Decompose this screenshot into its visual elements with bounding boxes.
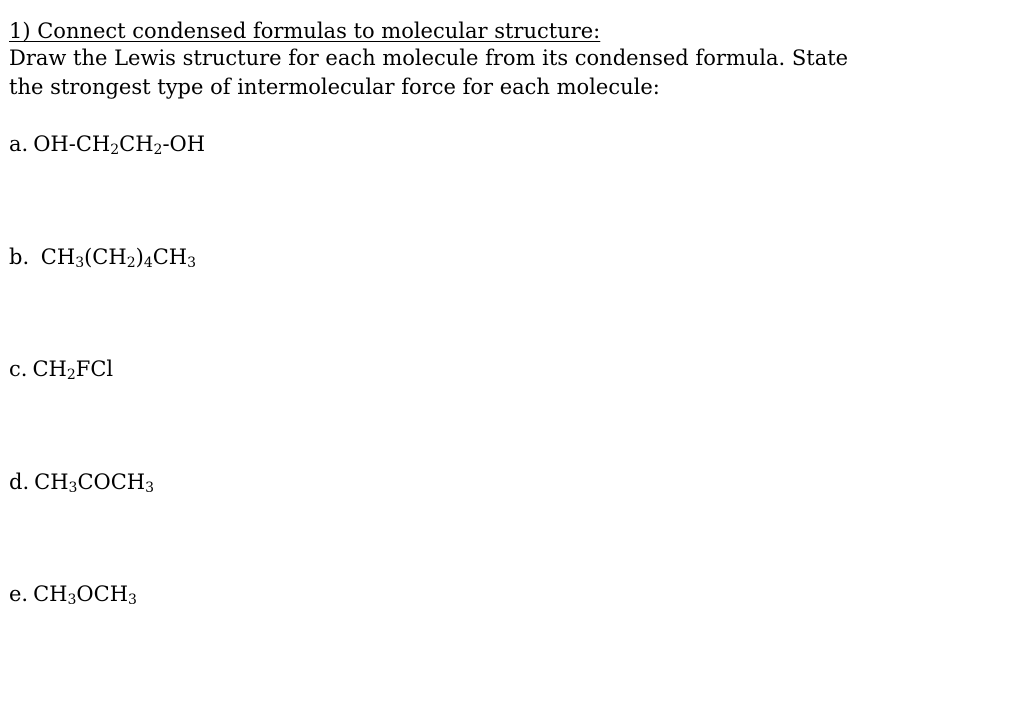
formula-text: ) [135,245,144,269]
formula-subscript: 3 [145,480,155,496]
formula-subscript: 2 [66,367,76,383]
item-a [9,130,205,158]
condensed-formula [34,470,154,494]
formula-subscript: 3 [187,255,197,271]
item-b [9,243,196,271]
item-label: b. [9,245,36,269]
formula-subscript: 3 [67,592,77,608]
condensed-formula [41,245,196,269]
condensed-formula [33,132,205,156]
item-label: a. [9,132,29,156]
formula-subscript: 2 [110,142,120,158]
formula-text: -OH [162,132,206,156]
formula-subscript: 2 [126,255,136,271]
item-label: e. [9,582,29,606]
formula-text: CH [40,245,76,269]
formula-text: (CH [84,245,127,269]
formula-subscript: 4 [143,255,153,271]
item-c [9,355,113,383]
item-label: c. [9,357,28,381]
item-e [9,580,137,608]
question-heading [9,17,600,45]
formula-subscript: 3 [75,255,85,271]
question-heading-text: 1) Connect condensed formulas to molecular structure: [9,19,601,43]
formula-text: FCl [75,357,114,381]
question-instructions: Draw the Lewis structure for each molecule from its condensed formula. State the strongest type of intermolecular force for each molecule: [9,46,849,99]
item-label: d. [9,470,30,494]
formula-text: OCH [76,582,129,606]
formula-subscript: 3 [128,592,137,608]
formula-text: OH-CH [33,132,111,156]
condensed-formula [33,582,137,606]
condensed-formula [32,357,113,381]
formula-text: CH [34,470,69,494]
formula-text: CH [152,245,188,269]
formula-text: CH [33,582,68,606]
formula-subscript: 3 [68,480,78,496]
formula-text: CH [119,132,154,156]
formula-text: COCH [77,470,146,494]
formula-subscript: 2 [153,142,163,158]
item-d [9,468,154,496]
formula-text: CH [32,357,67,381]
